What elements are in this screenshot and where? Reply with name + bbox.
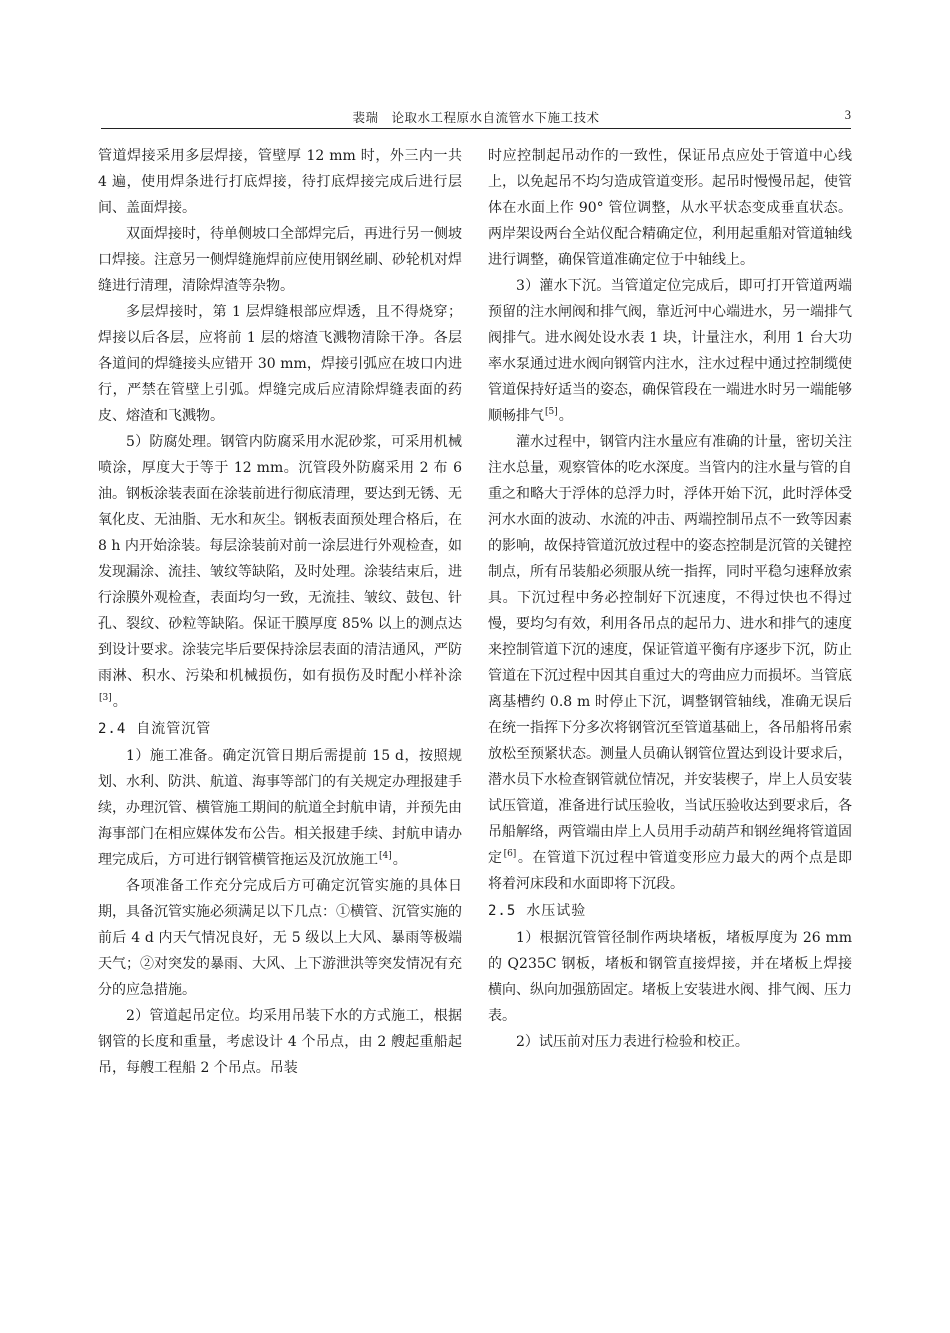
paragraph-text: 5）防腐处理。钢管内防腐采用水泥砂浆，可采用机械喷涂，厚度大于等于 12 mm。沉管段外防腐采用 2 布 6 油。钢板涂装表面在涂装前进行彻底清理，要达到无锈、无氧化皮、无油脂、无水和灰尘。钢板表面预处理合格后，在 8 h 内开始涂装。每层涂装前对前一涂层进行外观检查，如发现漏涂、流挂、皱纹等缺陷，及时处理。涂装结束后，进行涂膜外观检查，表面均匀一致，无流挂、皱纹、鼓包、针孔、裂纹、砂粒等缺陷。保证干膜厚度 85% 以上的测点达到设计要求。涂装完毕后要保持涂层表面的清洁通风，严防雨淋、积水、污染和机械损伤，如有损伤及时配小样补涂 <box>98 434 462 684</box>
left-column <box>98 143 462 1081</box>
paragraph-end: 。 <box>392 852 407 868</box>
paragraph-text: 灌水过程中，钢管内注水量应有准确的计量，密切关注注水总量，观察管体的吃水深度。当管内的注水量与管的自重之和略大于浮体的总浮力时，浮体开始下沉，此时浮体受河水水面的波动、水流的冲击、两端控制吊点不一致等因素的影响，故保持管道沉放过程中的姿态控制是沉管的关键控制点，所有吊装船必须服从统一指挥，同时平稳匀速释放索具。下沉过程中务必控制好下沉速度，不得过快也不得过慢，要均匀有效，利用各吊点的起吊力、进水和排气的速度来控制管道下沉的速度，保证管道平衡有序逐步下沉，防止管道在下沉过程中因其自重过大的弯曲应力而损坏。当管底离基槽约 0.8 m 时停止下沉，调整钢管轴线，准确无误后在统一指挥下分多次将钢管沉至管道基础上，各吊船将吊索放松至预紧状态。测量人员确认钢管位置达到设计要求后，潜水员下水检查钢管就位情况，并安装楔子，岸上人员安装试压管道，准备进行试压验收，当试压验收达到要求后，各吊船解络，两管端由岸上人员用手动葫芦和钢丝绳将管道固定 <box>488 434 852 866</box>
section-title: 水压试验 <box>526 903 587 919</box>
section-heading <box>488 897 852 925</box>
paragraph: 双面焊接时，待单侧坡口全部焊完后，再进行另一侧坡口焊接。注意另一侧焊缝施焊前应使用钢丝刷、砂轮机对焊缝进行清理，清除焊渣等杂物。 <box>98 226 462 294</box>
page-number: 3 <box>844 108 851 122</box>
paragraph: 管道焊接采用多层焊接，管壁厚 12 mm 时，外三内一共 4 遍，使用焊条进行打底焊接，待打底焊接完成后进行层间、盖面焊接。 <box>98 148 462 216</box>
paragraph-end: 。 <box>558 408 573 424</box>
section-heading <box>98 715 462 743</box>
paragraph <box>488 429 852 897</box>
section-title: 自流管沉管 <box>136 721 212 737</box>
citation: [4] <box>379 851 392 862</box>
paragraph: 2）管道起吊定位。均采用吊装下水的方式施工，根据钢管的长度和重量，考虑设计 4 个吊点，由 2 艘起重船起吊，每艘工程船 2 个吊点。吊装 <box>98 1008 462 1076</box>
running-header <box>101 104 851 129</box>
right-column <box>488 143 852 1055</box>
citation: [6] <box>503 849 517 860</box>
paragraph-end: 。 <box>112 694 127 710</box>
paragraph <box>98 429 462 715</box>
citation: [3] <box>99 693 112 704</box>
section-number: 2.4 <box>98 721 127 737</box>
section-number: 2.5 <box>488 903 517 919</box>
paragraph: 2）试压前对压力表进行检验和校正。 <box>516 1034 749 1050</box>
paragraph <box>98 743 462 873</box>
paragraph-text: 1）施工准备。确定沉管日期后需提前 15 d，按照规划、水利、防洪、航道、海事等部门的有关规定办理报建手续，办理沉管、横管施工期间的航道全封航申请，并预先由海事部门在相应媒体发布公告。相关报建手续、封航申请办理完成后，方可进行钢管横管拖运及沉放施工 <box>98 748 462 868</box>
paragraph: 多层焊接时，第 1 层焊缝根部应焊透，且不得烧穿；焊接以后各层，应将前 1 层的熔渣飞溅物清除干净。各层各道间的焊缝接头应错开 30 mm，焊接引弧应在坡口内进行，严禁在管壁上引弧。焊缝完成后应清除焊缝表面的药皮、熔渣和飞溅物。 <box>98 304 462 424</box>
paragraph <box>488 273 852 429</box>
paragraph: 时应控制起吊动作的一致性，保证吊点应处于管道中心线上，以免起吊不均匀造成管道变形。起吊时慢慢吊起，使管体在水面上作 90° 管位调整，从水平状态变成垂直状态。两岸架设两台全站仪配合精确定位，利用起重船对管道轴线进行调整，确保管道准确定位于中轴线上。 <box>488 148 852 268</box>
running-title: 裴瑞 论取水工程原水自流管水下施工技术 <box>352 110 600 125</box>
paragraph: 1）根据沉管管径制作两块堵板，堵板厚度为 26 mm 的 Q235C 钢板，堵板和钢管直接焊接，并在堵板上焊接横向、纵向加强筋固定。堵板上安装进水阀、排气阀、压力表。 <box>488 930 852 1024</box>
citation: [5] <box>545 407 558 418</box>
paragraph: 各项准备工作充分完成后方可确定沉管实施的具体日期，具备沉管实施必须满足以下几点：①横管、沉管实施的前后 4 d 内天气情况良好，无 5 级以上大风、暴雨等极端天气；②对突发的暴雨、大风、上下游泄洪等突发情况有充分的应急措施。 <box>98 878 462 998</box>
paragraph-end: 。在管道下沉过程中管道变形应力最大的两个点是即将着河床段和水面即将下沉段。 <box>488 850 853 892</box>
paragraph-text: 3）灌水下沉。当管道定位完成后，即可打开管道两端预留的注水闸阀和排气阀，靠近河中心端进水，另一端排气阀排气。进水阀处设水表 1 块，计量注水，利用 1 台大功率水泵通过进水阀向钢管内注水，注水过程中通过控制缆使管道保持好适当的姿态，确保管段在一端进水时另一端能够顺畅排气 <box>488 278 852 424</box>
